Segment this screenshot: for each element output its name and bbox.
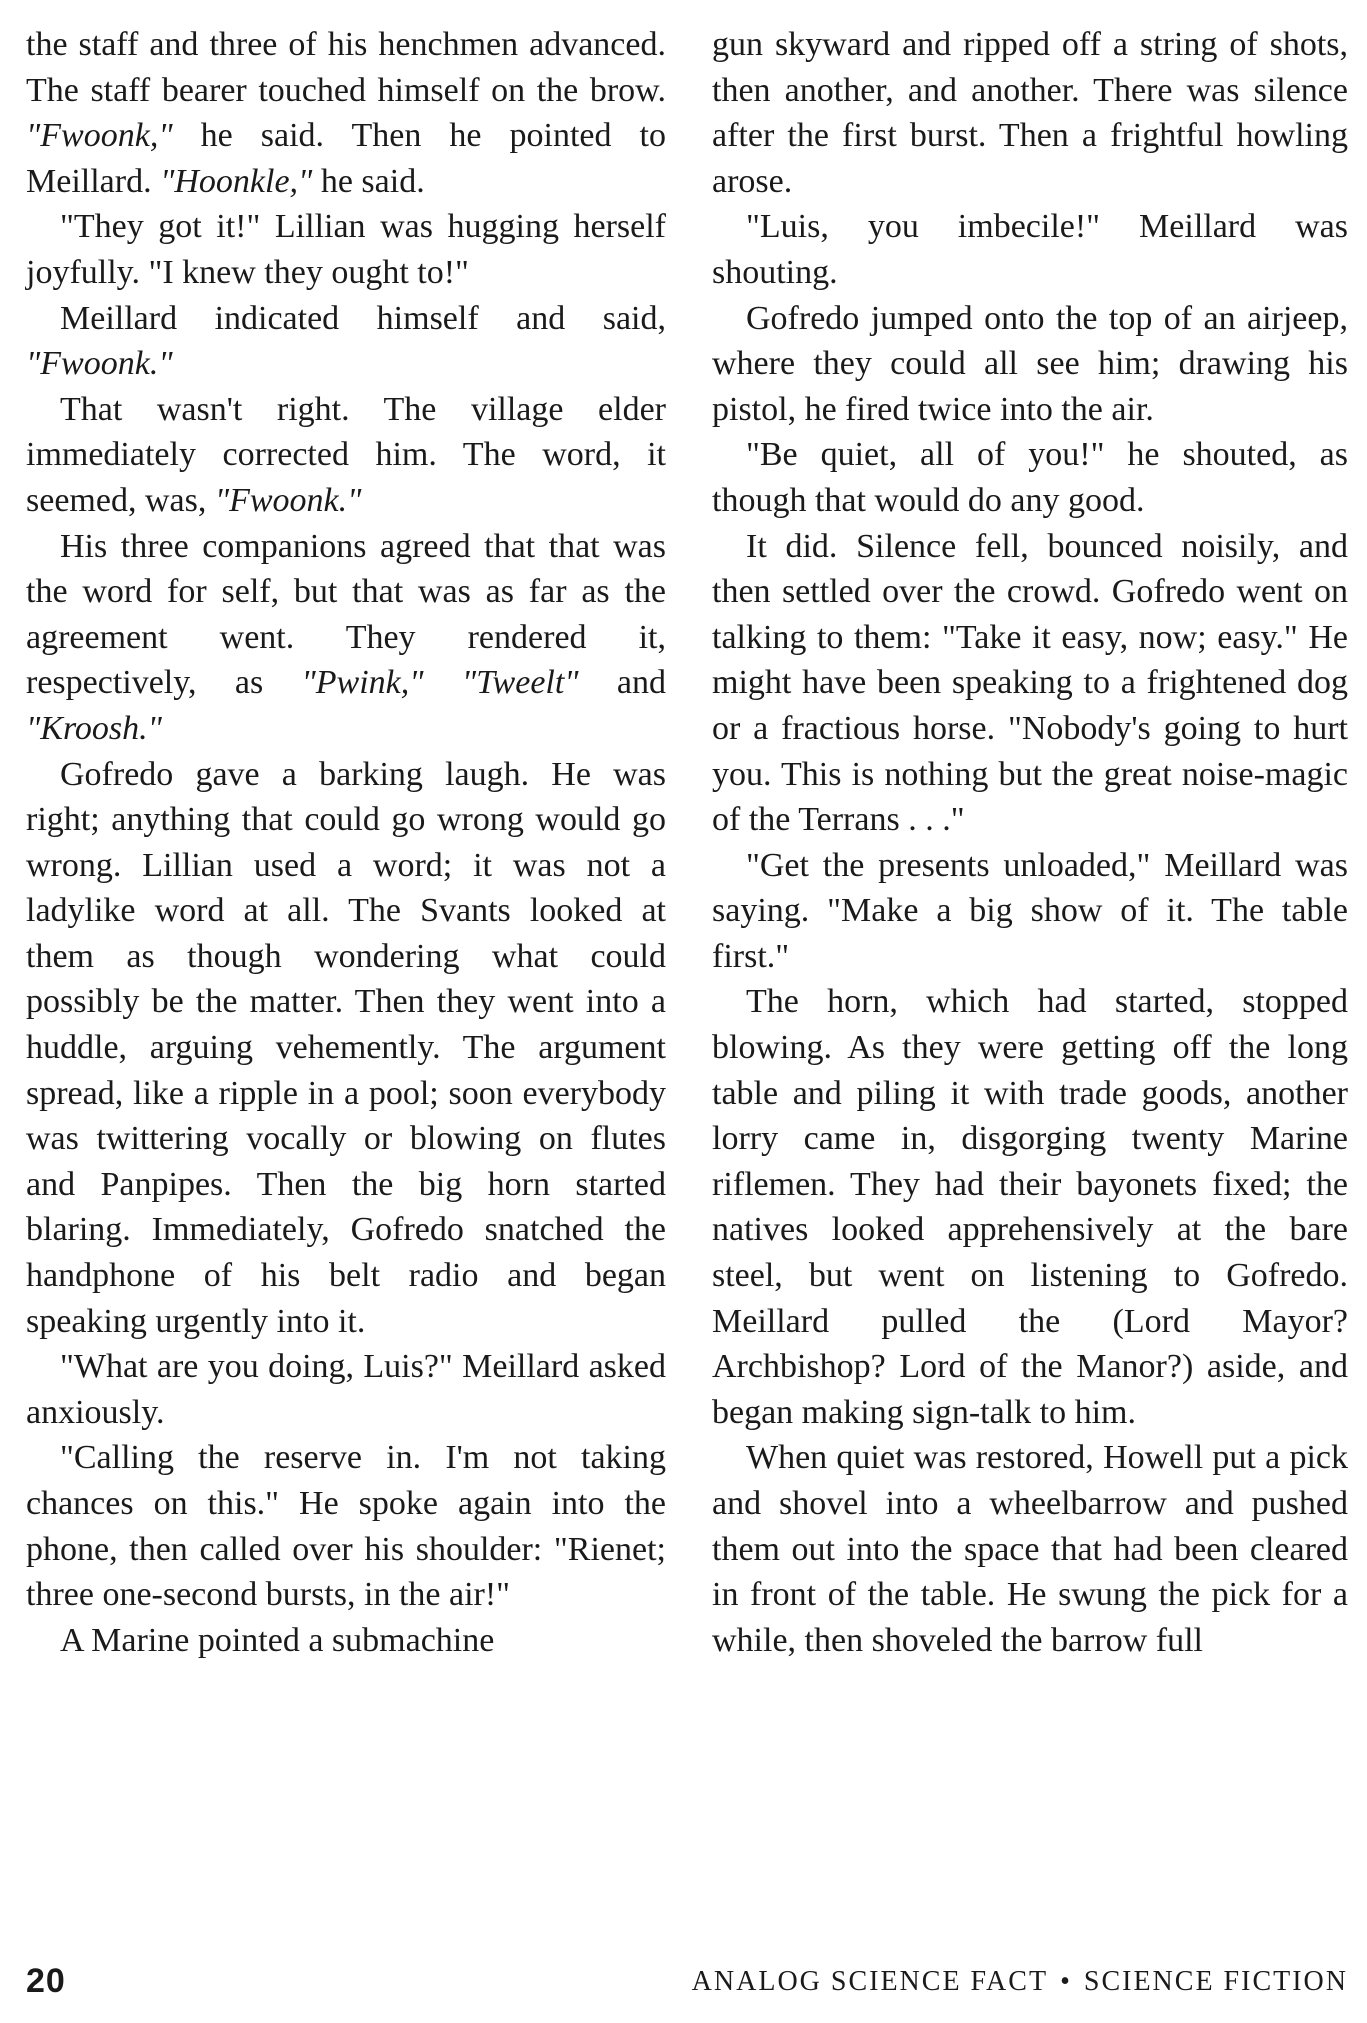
text-run: "Luis, you imbecile!" Meillard was shouting. (712, 208, 1348, 291)
text-run: "Be quiet, all of you!" he shouted, as though that would do any good. (712, 436, 1348, 519)
paragraph (712, 524, 1348, 843)
text-run (424, 664, 462, 701)
paragraph (26, 1344, 666, 1435)
right-text-column (712, 22, 1348, 1663)
italic-word: "Kroosh." (26, 709, 162, 747)
text-run: the staff and three of his henchmen advanced. The staff bearer touched himself on the brow. (26, 26, 666, 109)
italic-word: "Tweelt" (461, 664, 579, 702)
paragraph (712, 296, 1348, 433)
paragraph (26, 752, 666, 1345)
paragraph (26, 1435, 666, 1617)
text-run: "What are you doing, Luis?" Meillard asked anxiously. (26, 1348, 666, 1431)
continued-paragraph (26, 22, 666, 204)
text-run: It did. Silence fell, bounced noisily, and then settled over the crowd. Gofredo went on talking to them: "Take it easy, now; easy." He might have been speaking to a frightened dog or a fractious horse. "Nobody's going to hurt you. This is nothing but the great noise-magic of the Terrans . . ." (712, 527, 1348, 839)
text-run: When quiet was restored, Howell put a pick and shovel into a wheelbarrow and pushed them out into the space that had been cleared in front of the table. He swung the pick for a while, then shoveled the barrow full (712, 1439, 1348, 1659)
paragraph (712, 979, 1348, 1435)
running-head (692, 1966, 1348, 1998)
page-footer (26, 1962, 1348, 2002)
running-head-magazine: ANALOG SCIENCE FACT (691, 1966, 1049, 1997)
paragraph (712, 843, 1348, 980)
text-run: Gofredo gave a barking laugh. He was right; anything that could go wrong would go wrong. Lillian used a word; it was not a ladylike word at all. The Svants looked at them as though wondering what could possibly be the matter. Then they went into a huddle, arguing vehemently. The argument spread, like a ripple in a pool; soon everybody was twittering vocally or blowing on flutes and Panpipes. Then the big horn started blaring. Immediately, Gofredo snatched the handphone of his belt radio and began speaking urgently into it. (26, 755, 666, 1340)
paragraph (26, 204, 666, 295)
running-head-separator: • (1060, 1966, 1072, 1997)
italic-word: "Hoonkle," (160, 162, 313, 200)
text-run: A Marine pointed a submachine (60, 1621, 495, 1659)
paragraph (26, 387, 666, 524)
text-run: "Get the presents unloaded," Meillard was saying. "Make a big show of it. The table first." (712, 846, 1348, 975)
paragraph (712, 204, 1348, 295)
paragraph (712, 432, 1348, 523)
continued-paragraph (712, 22, 1348, 204)
paragraph (26, 296, 666, 387)
text-run: gun skyward and ripped off a string of shots, then another, and another. There was silence after the first burst. Then a frightful howling arose. (712, 26, 1348, 200)
italic-word: "Fwoonk," (26, 117, 173, 155)
page-number: 20 (26, 1962, 66, 2000)
italic-word: "Pwink," (301, 664, 424, 702)
left-text-column (26, 22, 666, 1663)
paragraph (712, 1435, 1348, 1663)
running-head-subtitle: SCIENCE FICTION (1083, 1966, 1348, 1997)
text-run: Meillard indicated himself and said, (60, 299, 666, 337)
italic-word: "Fwoonk." (26, 345, 173, 383)
text-run: That wasn't right. The village elder immediately corrected him. The word, it seemed, was, (26, 390, 666, 519)
paragraph (26, 1618, 666, 1664)
paragraph (26, 524, 666, 752)
text-run: he said. Then he pointed to Meillard. (26, 117, 666, 200)
text-run: Gofredo jumped onto the top of an airjeep, where they could all see him; drawing his pistol, he fired twice into the air. (712, 299, 1348, 428)
text-run: and (578, 664, 667, 702)
text-run: His three companions agreed that that was the word for self, but that was as far as the agreement went. They rendered it, respectively, as (26, 527, 666, 702)
text-run: "Calling the reserve in. I'm not taking chances on this." He spoke again into the phone, then called over his shoulder: "Rienet; three one-second bursts, in the air!" (26, 1439, 666, 1614)
text-run: "They got it!" Lillian was hugging herself joyfully. "I knew they ought to!" (26, 208, 666, 291)
text-run: The horn, which had started, stopped blowing. As they were getting off the long table and piling it with trade goods, another lorry came in, disgorging twenty Marine riflemen. They had their bayonets fixed; the natives looked apprehensively at the bare steel, but went on listening to Gofredo. Meillard pulled the (Lord Mayor? Archbishop? Lord of the Manor?) aside, and began making sign-talk to him. (712, 983, 1348, 1431)
text-run: he said. (312, 162, 425, 200)
italic-word: "Fwoonk." (214, 481, 362, 519)
